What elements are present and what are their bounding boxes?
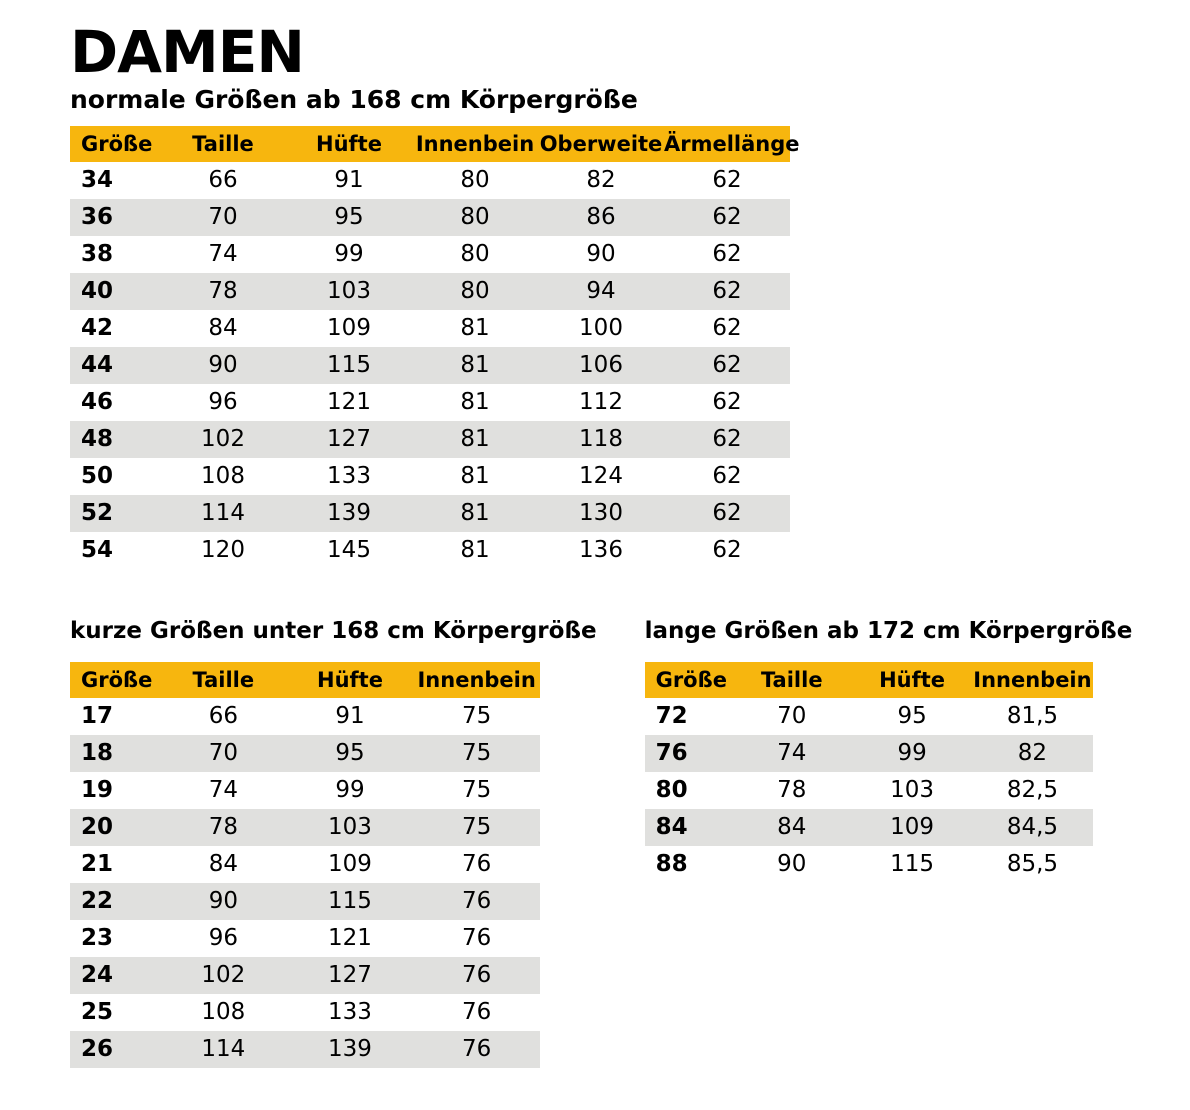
measurement-cell-innenbein: 76 [462,888,492,915]
measurement-cell-innenbein: 81 [460,537,490,564]
measurement-cell-aermellaenge: 62 [712,389,742,416]
measurement-cell-huefte: 99 [897,740,927,767]
measurement-cell-innenbein: 82 [1017,740,1048,767]
measurement-cell-aermellaenge: 62 [712,426,742,453]
measurement-cell-huefte: 95 [897,703,927,730]
measurement-cell-innenbein: 81 [460,315,490,342]
measurement-cell-taille: 70 [777,703,807,730]
measurement-cell-innenbein: 76 [462,962,492,989]
table-row [70,532,790,569]
measurement-cell-innenbein: 75 [462,814,492,841]
measurement-cell-oberweite: 118 [579,426,623,453]
table-normal-sizes [70,126,800,569]
measurement-cell-huefte: 115 [890,851,935,878]
measurement-cell-taille: 120 [201,537,245,564]
measurement-cell-innenbein: 76 [462,1036,492,1063]
table-row [70,1031,540,1068]
measurement-cell-taille: 78 [208,814,238,841]
table-row [70,384,790,421]
measurement-cell-huefte: 109 [890,814,935,841]
measurement-cell-innenbein: 76 [462,851,492,878]
measurement-cell-huefte: 103 [328,814,372,841]
table-row [645,772,1093,809]
size-cell: 18 [81,740,114,767]
size-cell: 22 [81,888,114,915]
measurement-cell-huefte: 139 [327,500,371,527]
column-header-oberweite: Oberweite [538,126,664,162]
measurement-cell-innenbein: 81 [460,500,490,527]
table-row [70,698,540,735]
measurement-cell-oberweite: 82 [586,167,616,194]
section-short-sizes [70,618,597,1068]
section-heading-short-sizes: kurze Größen unter 168 cm Körpergröße [70,617,597,644]
size-cell: 44 [81,352,114,379]
column-header-groesse: Größe [70,126,160,162]
table-row [70,310,790,347]
measurement-cell-aermellaenge: 62 [712,352,742,379]
column-header-aermellaenge: Ärmellänge [664,126,790,162]
measurement-cell-huefte: 121 [327,389,371,416]
measurement-cell-taille: 84 [208,315,238,342]
measurement-cell-oberweite: 106 [579,352,623,379]
measurement-cell-innenbein: 81,5 [1006,703,1059,730]
table-row [70,920,540,957]
size-cell: 84 [655,814,688,841]
table-row [70,458,790,495]
measurement-cell-oberweite: 90 [586,241,616,268]
table-row [70,957,540,994]
table-row [70,273,790,310]
measurement-cell-taille: 90 [208,352,238,379]
measurement-cell-huefte: 145 [327,537,371,564]
measurement-cell-huefte: 115 [327,352,371,379]
table-row [70,236,790,273]
column-header-groesse: Größe [70,662,160,698]
measurement-cell-huefte: 127 [328,962,372,989]
measurement-cell-huefte: 133 [327,463,371,490]
column-header-taille: Taille [732,662,852,698]
measurement-cell-huefte: 109 [328,851,372,878]
table-row [70,994,540,1031]
measurement-cell-huefte: 115 [328,888,372,915]
size-cell: 26 [81,1036,114,1063]
size-cell: 38 [81,241,114,268]
measurement-cell-taille: 108 [201,999,246,1026]
measurement-cell-huefte: 109 [327,315,371,342]
table-row [70,199,790,236]
table-row [70,772,540,809]
measurement-cell-oberweite: 124 [579,463,623,490]
measurement-cell-oberweite: 130 [579,500,623,527]
table-row [70,809,540,846]
measurement-cell-taille: 114 [201,500,245,527]
measurement-cell-innenbein: 82,5 [1006,777,1059,804]
size-cell: 36 [81,204,114,231]
table-row [645,809,1093,846]
measurement-cell-innenbein: 75 [462,703,492,730]
measurement-cell-innenbein: 75 [462,740,492,767]
table-long-sizes [645,662,1093,883]
measurement-cell-aermellaenge: 62 [712,315,742,342]
size-cell: 21 [81,851,114,878]
measurement-cell-huefte: 121 [328,925,372,952]
measurement-cell-taille: 66 [208,703,238,730]
measurement-cell-taille: 74 [777,740,807,767]
size-cell: 50 [81,463,114,490]
measurement-cell-taille: 74 [208,777,238,804]
size-cell: 25 [81,999,114,1026]
table-row [645,846,1093,883]
measurement-cell-oberweite: 100 [579,315,623,342]
measurement-cell-taille: 84 [777,814,807,841]
measurement-cell-innenbein: 76 [462,999,492,1026]
measurement-cell-huefte: 139 [328,1036,372,1063]
header-row [645,662,1093,698]
measurement-cell-taille: 78 [208,278,238,305]
column-header-huefte: Hüfte [852,662,972,698]
measurement-cell-aermellaenge: 62 [712,537,742,564]
measurement-cell-taille: 84 [208,851,238,878]
measurement-cell-innenbein: 80 [460,278,490,305]
column-header-taille: Taille [160,126,286,162]
column-header-innenbein: Innenbein [412,126,538,162]
measurement-cell-aermellaenge: 62 [712,167,742,194]
column-header-innenbein: Innenbein [972,662,1092,698]
column-header-huefte: Hüfte [287,662,414,698]
table-row [645,735,1093,772]
measurement-cell-huefte: 133 [328,999,372,1026]
column-header-huefte: Hüfte [286,126,412,162]
measurement-cell-innenbein: 75 [462,777,492,804]
bottom-tables-row [70,618,1190,1068]
measurement-cell-aermellaenge: 62 [712,500,742,527]
measurement-cell-huefte: 103 [327,278,371,305]
table-row [70,347,790,384]
measurement-cell-huefte: 91 [335,703,365,730]
measurement-cell-taille: 90 [777,851,807,878]
size-cell: 54 [81,537,114,564]
size-cell: 42 [81,315,114,342]
measurement-cell-taille: 90 [208,888,238,915]
measurement-cell-huefte: 95 [334,204,364,231]
measurement-cell-aermellaenge: 62 [712,463,742,490]
measurement-cell-taille: 70 [208,740,238,767]
measurement-cell-huefte: 99 [334,241,364,268]
column-header-taille: Taille [160,662,287,698]
measurement-cell-oberweite: 86 [586,204,616,231]
size-cell: 52 [81,500,114,527]
measurement-cell-taille: 78 [777,777,807,804]
measurement-cell-innenbein: 81 [460,352,490,379]
size-cell: 46 [81,389,114,416]
table-row [70,735,540,772]
header-row [70,662,540,698]
size-cell: 76 [655,740,688,767]
size-cell: 24 [81,962,114,989]
measurement-cell-aermellaenge: 62 [712,204,742,231]
measurement-cell-innenbein: 81 [460,389,490,416]
measurement-cell-aermellaenge: 62 [712,278,742,305]
size-cell: 20 [81,814,114,841]
measurement-cell-oberweite: 136 [579,537,623,564]
size-cell: 72 [655,703,688,730]
measurement-cell-innenbein: 81 [460,426,490,453]
measurement-cell-aermellaenge: 62 [712,241,742,268]
measurement-cell-taille: 74 [208,241,238,268]
measurement-cell-taille: 66 [208,167,238,194]
measurement-cell-innenbein: 80 [460,241,490,268]
page-subtitle: normale Größen ab 168 cm Körpergröße [70,84,638,114]
column-header-groesse: Größe [645,662,732,698]
measurement-cell-huefte: 95 [335,740,365,767]
measurement-cell-huefte: 99 [335,777,365,804]
measurement-cell-huefte: 91 [334,167,364,194]
measurement-cell-innenbein: 76 [462,925,492,952]
measurement-cell-taille: 70 [208,204,238,231]
table-short-sizes [70,662,540,1068]
measurement-cell-taille: 96 [208,925,238,952]
size-cell: 48 [81,426,114,453]
measurement-cell-taille: 96 [208,389,238,416]
size-cell: 88 [655,851,688,878]
measurement-cell-innenbein: 84,5 [1006,814,1059,841]
measurement-cell-taille: 114 [201,1036,246,1063]
measurement-cell-huefte: 127 [327,426,371,453]
size-cell: 17 [81,703,114,730]
table-row [70,883,540,920]
size-cell: 80 [655,777,688,804]
measurement-cell-taille: 108 [201,463,245,490]
measurement-cell-innenbein: 81 [460,463,490,490]
measurement-cell-oberweite: 94 [586,278,616,305]
measurement-cell-innenbein: 80 [460,167,490,194]
measurement-cell-innenbein: 85,5 [1006,851,1059,878]
table-row [70,846,540,883]
measurement-cell-huefte: 103 [890,777,935,804]
size-cell: 34 [81,167,114,194]
table-row [70,162,790,199]
section-heading-long-sizes: lange Größen ab 172 cm Körpergröße [644,617,1133,644]
measurement-cell-innenbein: 80 [460,204,490,231]
page-title: DAMEN [70,18,304,86]
measurement-cell-oberweite: 112 [579,389,623,416]
table-row [645,698,1093,735]
column-header-innenbein: Innenbein [413,662,540,698]
table-row [70,495,790,532]
size-cell: 19 [81,777,114,804]
measurement-cell-taille: 102 [201,426,245,453]
size-cell: 40 [81,278,114,305]
measurement-cell-taille: 102 [201,962,246,989]
table-row [70,421,790,458]
section-long-sizes [645,618,1133,883]
header-row [70,126,790,162]
size-cell: 23 [81,925,114,952]
